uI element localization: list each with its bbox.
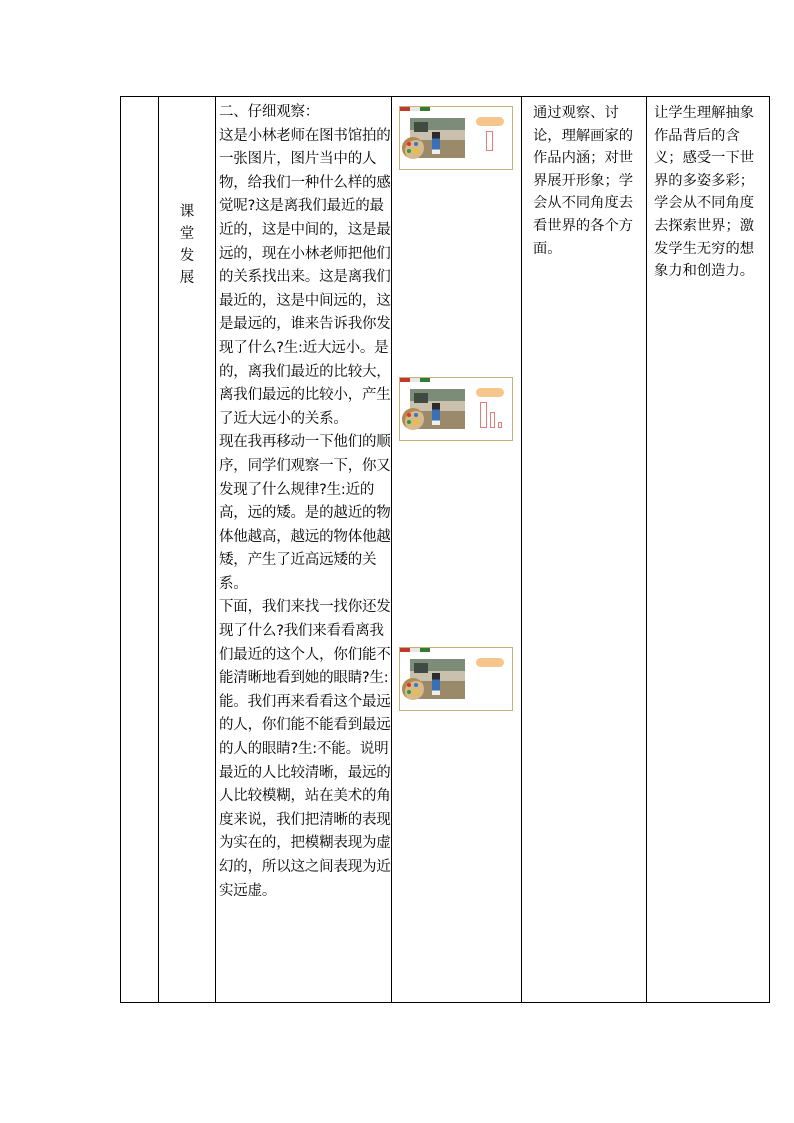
slide-thumbnail-1	[399, 106, 513, 170]
content-paragraph: 下面，我们来找一找你还发现了什么?我们来看看离我们最近的这个人，你们能不能清晰地看到她的眼睛?生:能。我们再来看看这个最远的人，你们能不能看到最远的人的眼睛?生:不能。说明最近的人比较清晰，最远的人比较模糊，站在美术的角度来说，我们把清晰的表现为实在的，把模糊表现为虚幻的，所以这之间表现为近实远虚。	[219, 599, 391, 899]
column-divider	[215, 97, 216, 1002]
design-intent: 让学生理解抽象作品背后的含义；感受一下世界的多姿多彩；学会从不同角度去探索世界；激发学生无穷的想象力和创造力。	[654, 105, 755, 280]
content-paragraph: 这是小林老师在图书馆拍的一张图片，图片当中的人物，给我们一种什么样的感觉呢?这是离我们最近的最近的，这是中间的，这是最远的，现在小林老师把他们的关系找出来。这是离我们最近的，这是中间远的，这是最远的，谁来告诉我你发现了什么?生:近大远小。是的，离我们最近的比较大，离我们最远的比较小，产生了近大远小的关系。	[219, 127, 391, 427]
palette-icon	[402, 408, 424, 430]
palette-icon	[402, 137, 424, 159]
column-divider	[646, 97, 647, 1002]
teaching-goal: 通过观察、讨论，理解画家的作品内涵；对世界展开形象；学会从不同角度去看世界的各个方面。	[533, 105, 634, 257]
section-label-char: 发	[179, 248, 195, 264]
content-paragraph: 现在我再移动一下他们的顺序，同学们观察一下，你又发现了什么规律?生:近的高，远的矮。是的越近的物体他越高，越远的物体他越矮，产生了近高远矮的关系。	[219, 434, 391, 592]
column-divider	[521, 97, 522, 1002]
content-heading: 二、仔细观察：	[219, 104, 320, 120]
section-label	[159, 201, 215, 289]
slide-thumbnail-3	[399, 647, 513, 711]
slide-thumbnail-2	[399, 377, 513, 441]
column-divider	[391, 97, 392, 1002]
lesson-plan-table	[120, 96, 770, 1003]
section-label-char: 堂	[179, 226, 195, 242]
section-label-char: 课	[179, 204, 195, 220]
teaching-content	[219, 97, 391, 903]
palette-icon	[402, 678, 424, 700]
section-label-char: 展	[179, 270, 195, 286]
